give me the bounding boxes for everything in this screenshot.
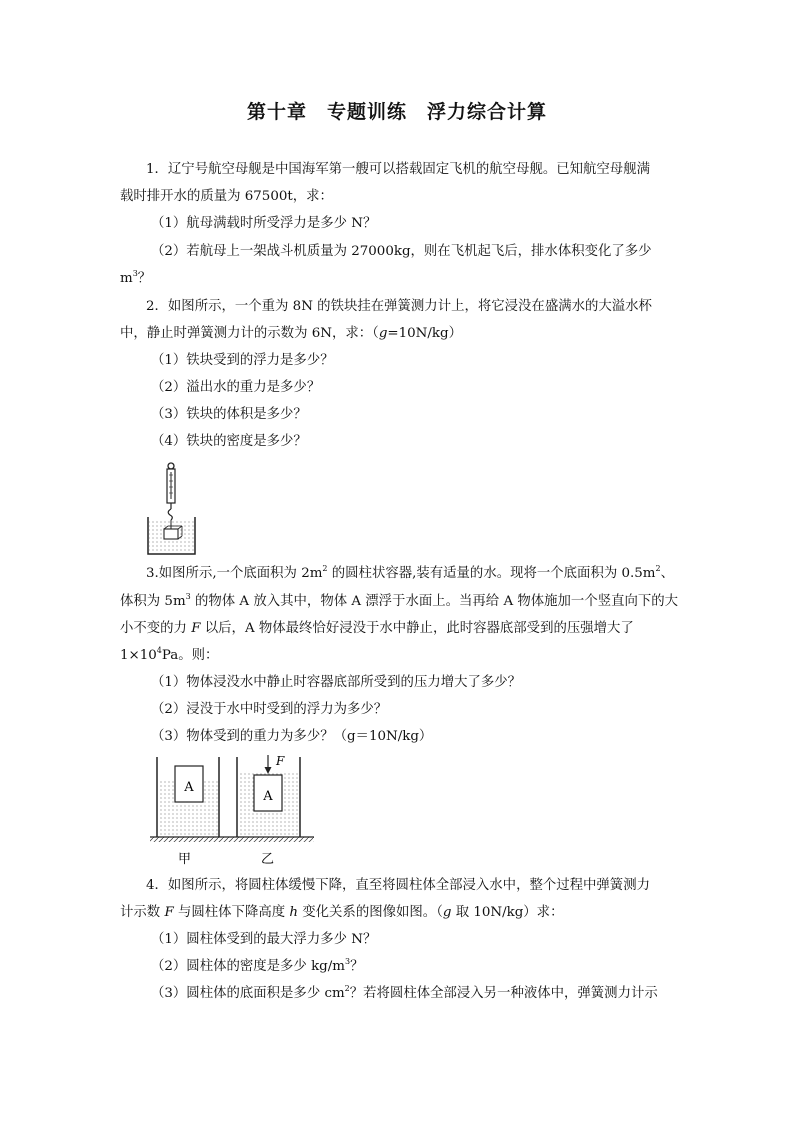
q2-sub1: （1）铁块受到的浮力是多少？ — [151, 353, 334, 368]
q2-sub4: （4）铁块的密度是多少？ — [151, 434, 307, 449]
q3-sub3: （3）物体受到的重力为多少？（g＝10N/kg） — [151, 729, 433, 744]
block-label-right: A — [263, 789, 273, 804]
force-label: F — [276, 754, 285, 768]
q2-sub2: （2）溢出水的重力是多少？ — [151, 380, 321, 395]
q3-line2: 体积为 $5m^3$ 的物体 A 放入其中，物体 A 漂浮于水面上。当再给 A 物体施加一个竖直向下的大 — [120, 592, 679, 609]
q4-sub3: （3）圆柱体的底面积是多少 $cm^2$？若将圆柱体全部浸入另一种液体中，弹簧测力计示 — [151, 984, 658, 1001]
q1-sub2: （2）若航母上一架战斗机质量为 27000kg，则在飞机起飞后，排水体积变化了多少 — [151, 244, 652, 259]
caption-jia: 甲 — [178, 852, 192, 867]
spring-scale-figure — [140, 461, 204, 557]
q3-line4: $1\times 10^4Pa$。则： — [120, 646, 219, 663]
caption-yi: 乙 — [261, 852, 275, 867]
q3-sub1: （1）物体浸没水中静止时容器底部所受到的压力增大了多少？ — [151, 675, 522, 690]
q4-line1: 4．如图所示，将圆柱体缓慢下降，直至将圆柱体全部浸入水中，整个过程中弹簧测力 — [146, 878, 650, 893]
q1-line2: 载时排开水的质量为 67500t，求： — [120, 189, 333, 204]
q4-sub2: （2）圆柱体的密度是多少 $kg/m^3$？ — [151, 957, 364, 974]
q1-sub2-cont: $m^3$？ — [120, 269, 152, 286]
q1-sub1: （1）航母满载时所受浮力是多少 N？ — [151, 216, 377, 231]
q3-line1: 3.如图所示,一个底面积为 $2m^2$ 的圆柱状容器,装有适量的水。现将一个底面积为 $0.5m^2$、 — [146, 564, 674, 581]
q4-sub1: （1）圆柱体受到的最大浮力多少 N？ — [151, 932, 377, 947]
page-title: 第十章 专题训练 浮力综合计算 — [246, 101, 547, 123]
q3-sub2: （2）浸没于水中时受到的浮力为多少？ — [151, 702, 388, 717]
q4-line2: 计示数 F 与圆柱体下降高度 h 变化关系的图像如图。（g 取 10N/kg）求： — [120, 905, 564, 920]
q3-line3: 小不变的力 F 以后，A 物体最终恰好浸没于水中静止，此时容器底部受到的压强增大了 — [120, 621, 634, 636]
q2-line1: 2．如图所示，一个重为 8N 的铁块挂在弹簧测力计上，将它浸没在盛满水的大溢水杯 — [146, 299, 652, 314]
q2-sub3: （3）铁块的体积是多少？ — [151, 407, 307, 422]
q2-line2: 中，静止时弹簧测力计的示数为 6N，求：（g=10N/kg） — [120, 326, 462, 341]
q1-line1: 1．辽宁号航空母舰是中国海军第一艘可以搭载固定飞机的航空母舰。已知航空母舰满 — [146, 162, 650, 177]
containers-figure — [148, 753, 318, 869]
block-label-left: A — [184, 780, 194, 795]
